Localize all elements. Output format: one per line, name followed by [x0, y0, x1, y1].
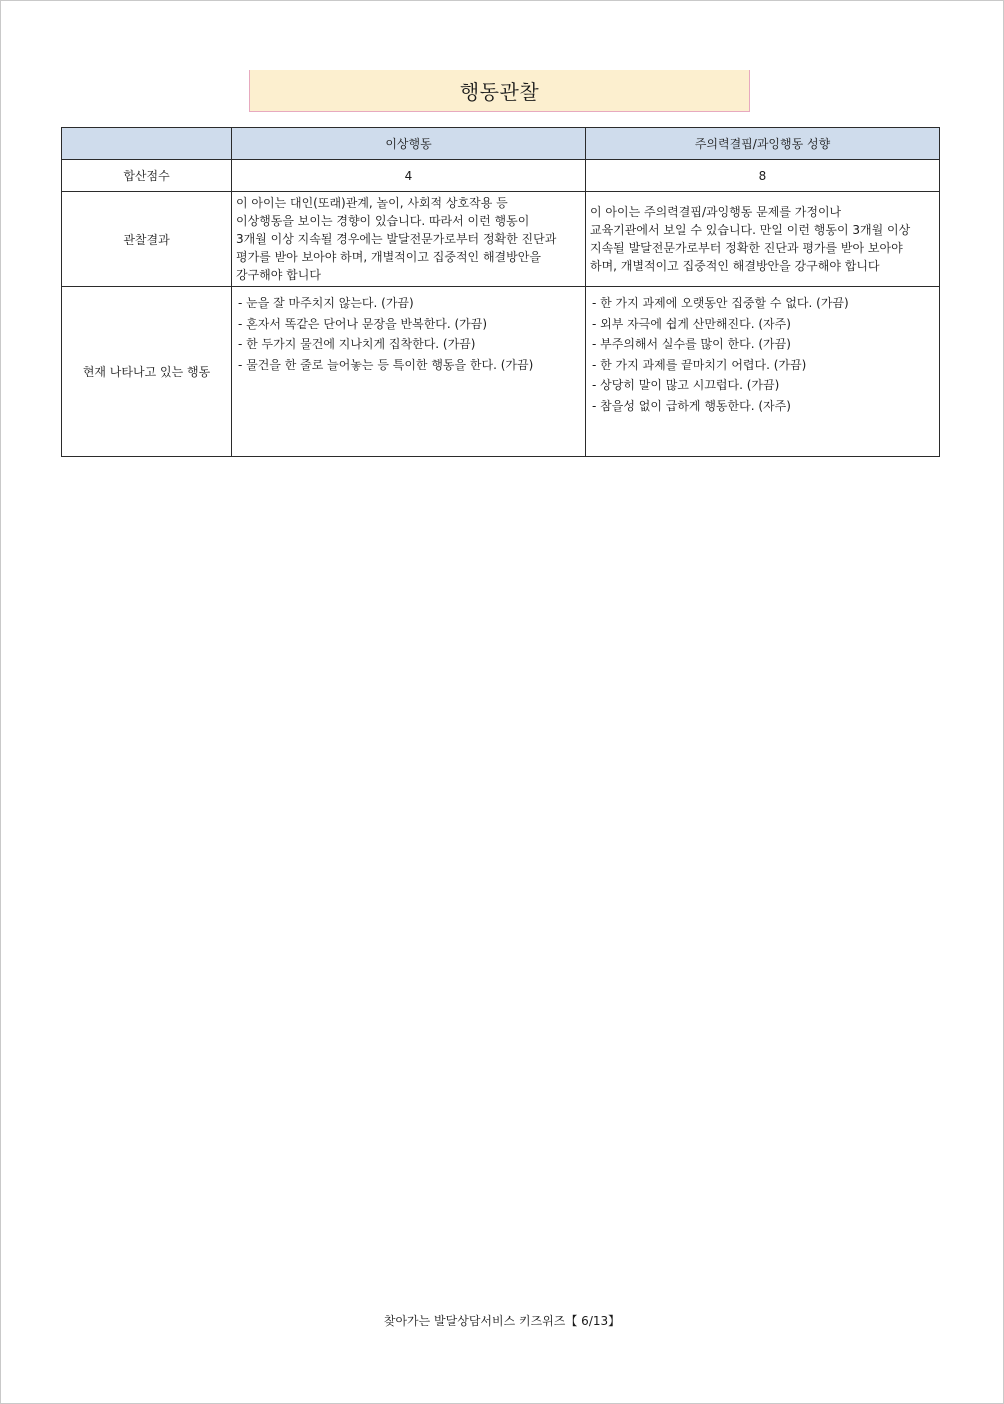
result-row — [62, 192, 940, 287]
list-item: - 한 가지 과제를 끝마치기 어렵다. (가끔) — [592, 357, 807, 372]
result-label: 관찰결과 — [62, 192, 232, 287]
list-item: - 참을성 없이 급하게 행동한다. (자주) — [592, 398, 791, 413]
page-title — [249, 70, 750, 112]
score-row — [62, 160, 940, 192]
header-cell-adhd: 주의력결핍/과잉행동 성향 — [586, 128, 940, 160]
behavior-abnormal-list — [238, 293, 579, 375]
behavior-row — [62, 287, 940, 457]
list-item: - 눈을 잘 마주치지 않는다. (가끔) — [238, 296, 414, 310]
behavior-abnormal-cell — [232, 287, 586, 457]
list-item: - 상당히 말이 많고 시끄럽다. (가끔) — [592, 378, 780, 392]
page-footer: 찾아가는 발달상담서비스 키즈위즈【 6/13】 — [383, 1314, 621, 1328]
behavior-observation-table — [61, 127, 940, 457]
score-label: 합산점수 — [62, 160, 232, 192]
list-item: - 한 두가지 물건에 지나치게 집착한다. (가끔) — [238, 337, 476, 351]
behavior-adhd-cell — [586, 287, 940, 457]
list-item: - 물건을 한 줄로 늘어놓는 등 특이한 행동을 한다. (가끔) — [238, 357, 534, 372]
behavior-label: 현재 나타나고 있는 행동 — [62, 287, 232, 457]
header-cell-empty — [62, 128, 232, 160]
list-item: - 부주의해서 실수를 많이 한다. (가끔) — [592, 337, 791, 351]
page-title-text: 행동관찰 — [459, 80, 540, 104]
table-header-row — [62, 128, 940, 160]
result-adhd: 이 아이는 주의력결핍/과잉행동 문제를 가정이나 교육기관에서 보일 수 있습니다. 만일 이런 행동이 3개월 이상 지속될 발달전문가로부터 정확한 진단과 평가를 받아 보아야 하며, 개별적이고 집중적인 해결방안을 강구해야 합니다 — [586, 192, 940, 287]
header-cell-abnormal: 이상행동 — [232, 128, 586, 160]
list-item: - 혼자서 똑같은 단어나 문장을 반복한다. (가끔) — [238, 316, 488, 331]
score-adhd: 8 — [586, 160, 940, 192]
behavior-adhd-list — [592, 293, 933, 416]
score-abnormal: 4 — [232, 160, 586, 192]
result-abnormal: 이 아이는 대인(또래)관계, 놀이, 사회적 상호작용 등 이상행동을 보이는 경향이 있습니다. 따라서 이런 행동이 3개월 이상 지속될 경우에는 발달전문가로부터 정확한 진단과 평가를 받아 보아야 하며, 개별적이고 집중적인 해결방안을 강구해야 합니다 — [232, 192, 586, 287]
list-item: - 한 가지 과제에 오랫동안 집중할 수 없다. (가끔) — [592, 296, 849, 310]
list-item: - 외부 자극에 쉽게 산만해진다. (자주) — [592, 316, 791, 331]
